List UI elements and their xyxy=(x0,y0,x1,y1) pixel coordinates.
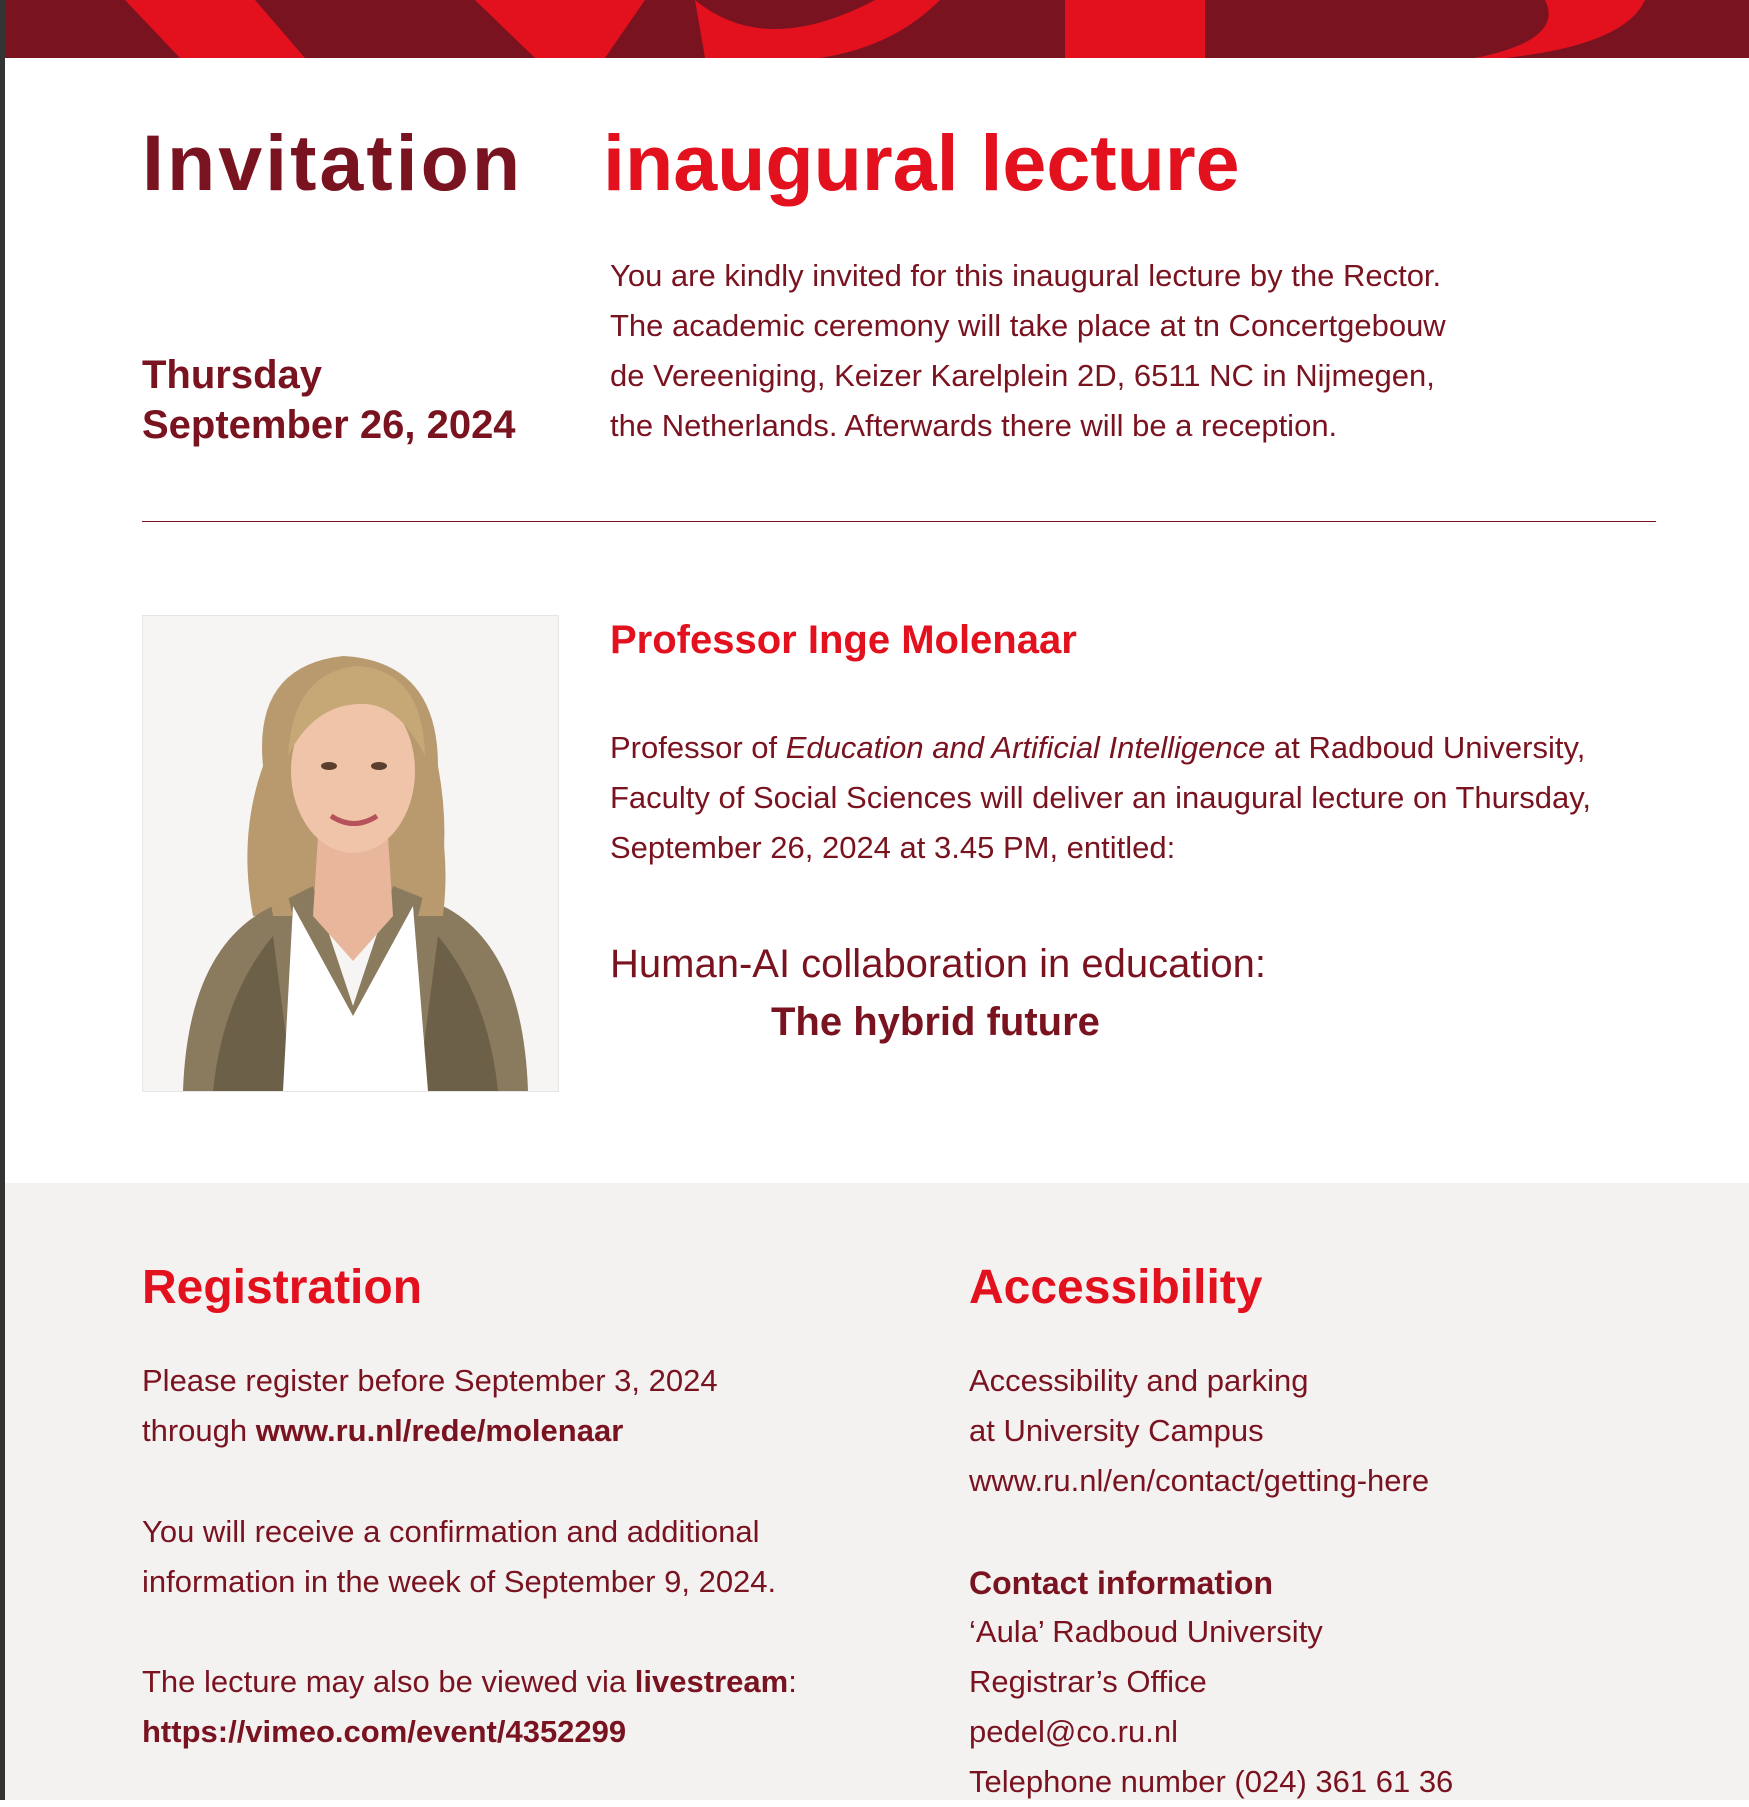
accessibility-line: Accessibility and parking xyxy=(969,1363,1309,1398)
contact-text xyxy=(969,1607,1453,1807)
desc-prefix: Professor of xyxy=(610,730,786,765)
event-intro xyxy=(610,251,1610,451)
accessibility-text xyxy=(969,1356,1429,1506)
accessibility-link[interactable]: www.ru.nl/en/contact/getting-here xyxy=(969,1463,1430,1498)
speaker-name: Professor Inge Molenaar xyxy=(610,618,1077,662)
livestream-line xyxy=(142,1707,797,1757)
portrait-illustration xyxy=(143,616,558,1091)
heading-invitation: Invitation xyxy=(142,118,524,207)
confirmation-text xyxy=(142,1507,776,1607)
intro-line: the Netherlands. Afterwards there will be a reception. xyxy=(610,408,1338,443)
section-divider xyxy=(142,521,1656,522)
livestream-colon: : xyxy=(788,1664,797,1699)
intro-line: The academic ceremony will take place at tn Concertgebouw xyxy=(610,308,1446,343)
lecture-title: Human-AI collaboration in education: xyxy=(610,942,1266,986)
event-weekday: Thursday xyxy=(142,353,323,397)
speaker-photo xyxy=(142,615,559,1092)
contact-email[interactable]: pedel@co.ru.nl xyxy=(969,1714,1178,1749)
livestream-prefix: The lecture may also be viewed via xyxy=(142,1664,635,1699)
desc-line xyxy=(610,723,1740,773)
registration-line: Please register before September 3, 2024 xyxy=(142,1363,718,1398)
heading-inaugural-lecture: inaugural lecture xyxy=(603,118,1240,207)
livestream-word: livestream xyxy=(634,1664,789,1699)
registration-link[interactable]: www.ru.nl/rede/molenaar xyxy=(255,1413,624,1448)
desc-line: Faculty of Social Sciences will deliver an inaugural lecture on Thursday, xyxy=(610,780,1592,815)
contact-phone: Telephone number (024) 361 61 36 xyxy=(969,1764,1454,1799)
event-date-text: September 26, 2024 xyxy=(142,403,516,447)
header-banner xyxy=(5,0,1749,58)
livestream-text xyxy=(142,1657,797,1757)
confirmation-line: You will receive a confirmation and additional xyxy=(142,1514,760,1549)
contact-line: Registrar’s Office xyxy=(969,1664,1207,1699)
desc-line: September 26, 2024 at 3.45 PM, entitled: xyxy=(610,830,1176,865)
desc-chair: Education and Artificial Intelligence xyxy=(785,730,1266,765)
desc-after: at Radboud University, xyxy=(1265,730,1586,765)
confirmation-line: information in the week of September 9, 2024. xyxy=(142,1564,777,1599)
speaker-description xyxy=(610,723,1740,873)
banner-pattern xyxy=(5,0,1749,58)
livestream-link[interactable]: https://vimeo.com/event/4352299 xyxy=(142,1714,627,1749)
contact-line: ‘Aula’ Radboud University xyxy=(969,1614,1323,1649)
intro-line: You are kindly invited for this inaugural lecture by the Rector. xyxy=(610,258,1442,293)
registration-line xyxy=(142,1406,718,1456)
registration-heading: Registration xyxy=(142,1261,423,1314)
livestream-line xyxy=(142,1657,797,1707)
registration-text xyxy=(142,1356,718,1456)
intro-line: de Vereeniging, Keizer Karelplein 2D, 6511 NC in Nijmegen, xyxy=(610,358,1435,393)
event-date xyxy=(142,350,516,450)
through-text: through xyxy=(142,1413,256,1448)
accessibility-heading: Accessibility xyxy=(969,1261,1263,1314)
accessibility-line: at University Campus xyxy=(969,1413,1264,1448)
lecture-subtitle: The hybrid future xyxy=(771,1000,1100,1044)
contact-heading: Contact information xyxy=(969,1565,1273,1601)
